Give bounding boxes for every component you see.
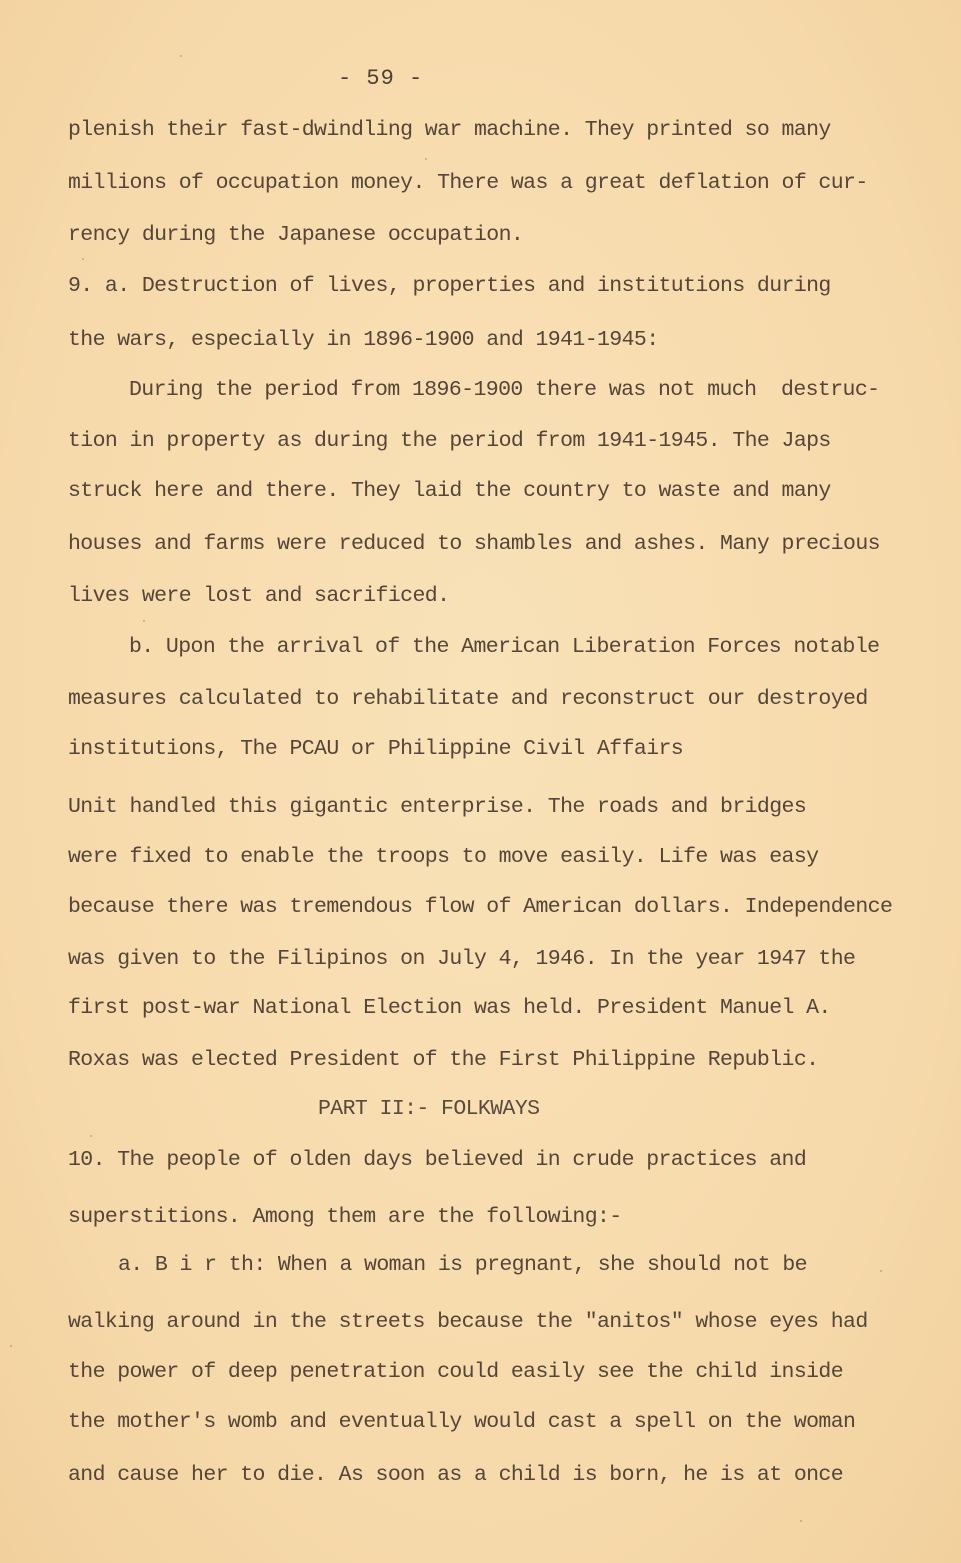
text-line: struck here and there. They laid the country to waste and many: [68, 479, 831, 503]
text-line: 10. The people of olden days believed in crude practices and: [68, 1148, 807, 1172]
text-line: houses and farms were reduced to shambles and ashes. Many precious: [68, 532, 880, 556]
text-line: Unit handled this gigantic enterprise. The roads and bridges: [68, 795, 807, 819]
text-line: institutions, The PCAU or Philippine Civil Affairs: [68, 737, 684, 761]
text-line: the power of deep penetration could easily see the child inside: [68, 1360, 844, 1384]
text-line: plenish their fast-dwindling war machine. They printed so many: [68, 118, 831, 142]
paper-speck: [880, 1270, 882, 1272]
section-heading: PART II:- FOLKWAYS: [318, 1097, 540, 1121]
text-line: first post-war National Election was held. President Manuel A.: [68, 996, 831, 1020]
text-line: a. B i r th: When a woman is pregnant, she should not be: [118, 1253, 807, 1277]
paper-speck: [180, 55, 182, 57]
paper-speck: [82, 258, 84, 260]
text-line: millions of occupation money. There was a great deflation of cur-: [68, 171, 868, 195]
text-line: rency during the Japanese occupation.: [68, 223, 524, 247]
text-line: Roxas was elected President of the First Philippine Republic.: [68, 1048, 819, 1072]
text-line: was given to the Filipinos on July 4, 1946. In the year 1947 the: [68, 947, 856, 971]
text-line: superstitions. Among them are the following:-: [68, 1205, 622, 1229]
text-line: were fixed to enable the troops to move easily. Life was easy: [68, 845, 819, 869]
text-line: tion in property as during the period from 1941-1945. The Japs: [68, 429, 831, 453]
paper-speck: [90, 1135, 92, 1137]
paper-speck: [425, 158, 427, 160]
text-line: walking around in the streets because the "anitos" whose eyes had: [68, 1310, 868, 1334]
text-line: 9. a. Destruction of lives, properties and institutions during: [68, 274, 831, 298]
text-line: because there was tremendous flow of American dollars. Independence: [68, 895, 893, 919]
text-line: the mother's womb and eventually would cast a spell on the woman: [68, 1410, 856, 1434]
text-line: the wars, especially in 1896-1900 and 1941-1945:: [68, 328, 659, 352]
text-line: measures calculated to rehabilitate and reconstruct our destroyed: [68, 687, 868, 711]
text-line: During the period from 1896-1900 there was not much destruc-: [129, 378, 880, 402]
paper-speck: [10, 1345, 12, 1347]
paper-speck: [143, 620, 145, 622]
text-line: and cause her to die. As soon as a child is born, he is at once: [68, 1463, 844, 1487]
page-number: - 59 -: [338, 66, 424, 91]
text-line: b. Upon the arrival of the American Liberation Forces notable: [129, 635, 880, 659]
paper-speck: [800, 1520, 802, 1522]
text-line: lives were lost and sacrificed.: [68, 584, 450, 608]
